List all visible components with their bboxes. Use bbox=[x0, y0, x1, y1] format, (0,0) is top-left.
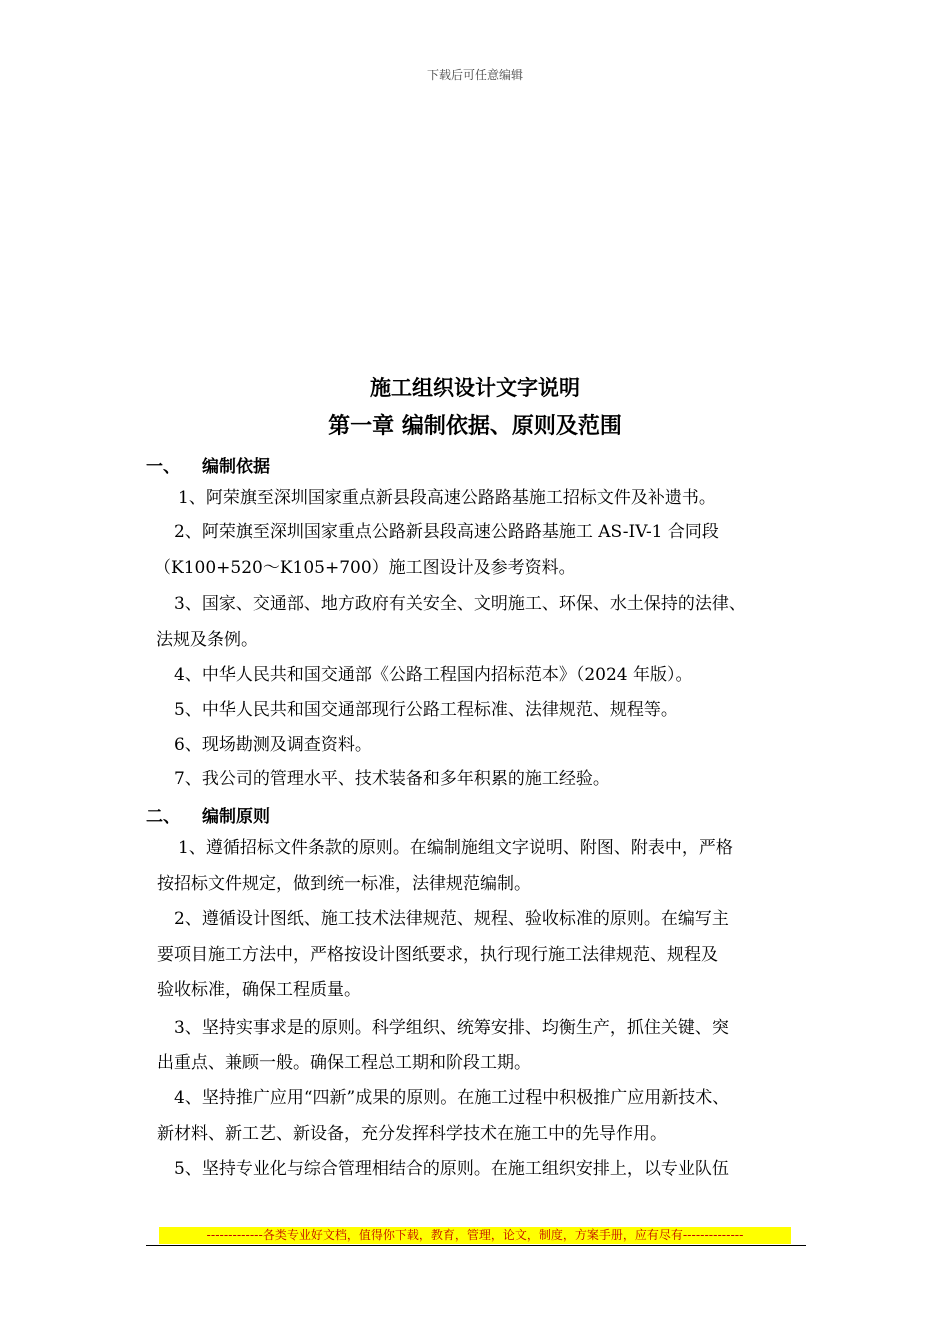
paragraph-line: 5、坚持专业化与综合管理相结合的原则。在施工组织安排上，以专业队伍 bbox=[174, 1159, 729, 1179]
chapter-title: 第一章 编制依据、原则及范围 bbox=[328, 414, 622, 439]
paragraph-line: 按招标文件规定，做到统一标准，法律规范编制。 bbox=[157, 874, 531, 894]
paragraph-line: 新材料、新工艺、新设备，充分发挥科学技术在施工中的先导作用。 bbox=[157, 1124, 667, 1144]
paragraph-line: 验收标准，确保工程质量。 bbox=[157, 980, 361, 1000]
paragraph-line: 5、中华人民共和国交通部现行公路工程标准、法律规范、规程等。 bbox=[174, 700, 678, 720]
paragraph-line: 2、阿荣旗至深圳国家重点公路新县段高速公路路基施工 AS-IV-1 合同段 bbox=[174, 522, 719, 542]
paragraph-line: 3、国家、交通部、地方政府有关安全、文明施工、环保、水土保持的法律、 bbox=[174, 594, 746, 614]
paragraph-line: 7、我公司的管理水平、技术装备和多年积累的施工经验。 bbox=[174, 769, 610, 789]
document-title: 施工组织设计文字说明 bbox=[370, 376, 580, 400]
section-number: 一、 bbox=[146, 457, 180, 477]
footer-banner: -------------各类专业好文档，值得你下载，教育，管理，论文，制度，方案手册，应有尽有-------------- bbox=[159, 1227, 791, 1244]
section-heading bbox=[146, 802, 270, 827]
paragraph-line: 3、坚持实事求是的原则。科学组织、统筹安排、均衡生产，抓住关键、突 bbox=[174, 1018, 729, 1038]
paragraph-line: 1、遵循招标文件条款的原则。在编制施组文字说明、附图、附表中，严格 bbox=[178, 838, 733, 858]
section-title: 编制原则 bbox=[202, 807, 270, 827]
paragraph-line: 2、遵循设计图纸、施工技术法律规范、规程、验收标准的原则。在编写主 bbox=[174, 909, 729, 929]
paragraph-line: 1、阿荣旗至深圳国家重点新县段高速公路路基施工招标文件及补遗书。 bbox=[178, 488, 716, 508]
footer-divider bbox=[146, 1245, 806, 1246]
section-heading bbox=[146, 452, 270, 477]
paragraph-line: （K100+520～K105+700）施工图设计及参考资料。 bbox=[154, 558, 576, 578]
section-number: 二、 bbox=[146, 807, 180, 827]
section-title: 编制依据 bbox=[202, 457, 270, 477]
paragraph-line: 要项目施工方法中，严格按设计图纸要求，执行现行施工法律规范、规程及 bbox=[157, 945, 718, 965]
paragraph-line: 4、坚持推广应用“四新”成果的原则。在施工过程中积极推广应用新技术、 bbox=[174, 1088, 730, 1108]
paragraph-line: 出重点、兼顾一般。确保工程总工期和阶段工期。 bbox=[157, 1053, 531, 1073]
paragraph-line: 法规及条例。 bbox=[156, 630, 258, 650]
paragraph-line: 4、中华人民共和国交通部《公路工程国内招标范本》（2024 年版）。 bbox=[174, 665, 693, 685]
paragraph-line: 6、现场勘测及调查资料。 bbox=[174, 735, 372, 755]
header-note: 下载后可任意编辑 bbox=[426, 68, 523, 82]
